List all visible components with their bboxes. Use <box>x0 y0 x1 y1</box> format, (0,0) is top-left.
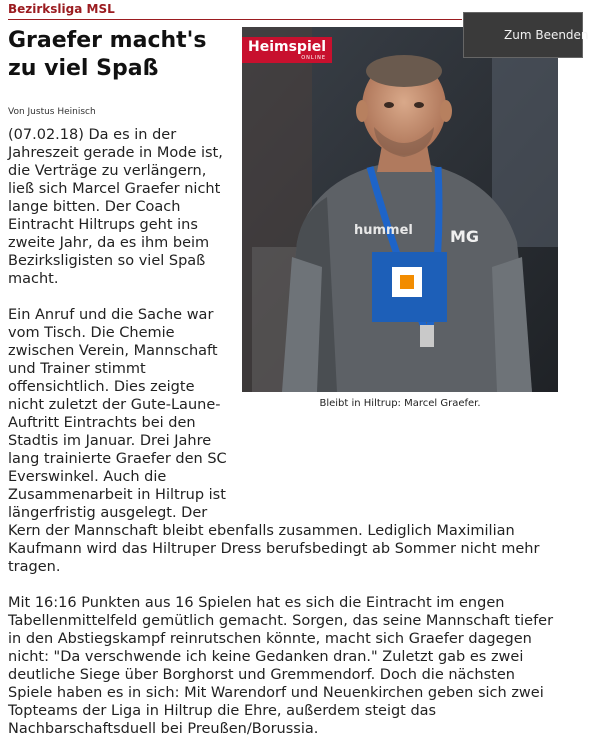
logo-sub-text: ONLINE <box>301 55 327 61</box>
coach-photo-illustration <box>242 27 558 392</box>
article-photo <box>242 27 558 392</box>
exit-fullscreen-button[interactable]: Zum Beenden <box>463 12 583 58</box>
article-figure <box>242 27 558 417</box>
section-divider <box>8 19 462 20</box>
shirt-brand-text: hummel <box>354 223 413 238</box>
photo-caption: Bleibt in Hiltrup: Marcel Graefer. <box>319 398 481 409</box>
article-paragraph-3: Mit 16:16 Punkten aus 16 Spielen hat es sich die Eintracht im engen Tabellenmittelfeld gemütlich gemacht. Sorgen, das seine Mannschaft tiefer in den Abstiegskampf reinrutschen könnte, macht sich Graefer dagegen nicht: "Da verschwende ich keine Gedanken dran." Zuletzt gab es zwei deutliche Siege über Borghorst und Gremmendorf. Doch die nächsten Spiele haben es in sich: Mit Warendorf und Neuenkirchen geben sich zwei Topteams der Liga in Hiltrup die Ehre, außerdem steigt das Nachbarschaftsduell bei Preußen/Borussia. <box>8 595 554 737</box>
heimspiel-logo <box>242 37 332 63</box>
section-label: Bezirksliga MSL <box>8 2 115 16</box>
article-paragraph-1: (07.02.18) Da es in der Jahreszeit gerade in Mode ist, die Verträge zu verlängern, ließ sich Marcel Graefer nicht lange bitten. Der Coach Eintracht Hiltrups geht ins zweite Jahr, da es ihm beim Bezirksligisten so viel Spaß macht. <box>8 127 223 287</box>
shirt-initials-text: MG <box>450 227 480 246</box>
article-paragraph-2: Ein Anruf und die Sache war vom Tisch. Die Chemie zwischen Verein, Mannschaft und Trainer stimmt offensichtlich. Dies zeigte nicht zuletzt der Gute-Laune-Auftritt Eintrachts bei den Stadtis im Januar. Drei Jahre lang trainierte Graefer den SC Everswinkel. Auch die Zusammenarbeit in Hiltrup ist längerfristig ausgelegt. Der Kern der Mannschaft bleibt ebenfalls zusammen. Lediglich Maximilian Kaufmann wird das Hiltruper Dress berufsbedingt ab Sommer nicht mehr tragen. <box>8 307 540 575</box>
byline: Von Justus Heinisch <box>8 107 96 117</box>
logo-main-text: Heimspiel <box>248 39 327 55</box>
article-headline: Graefer macht's zu viel Spaß <box>8 28 207 81</box>
